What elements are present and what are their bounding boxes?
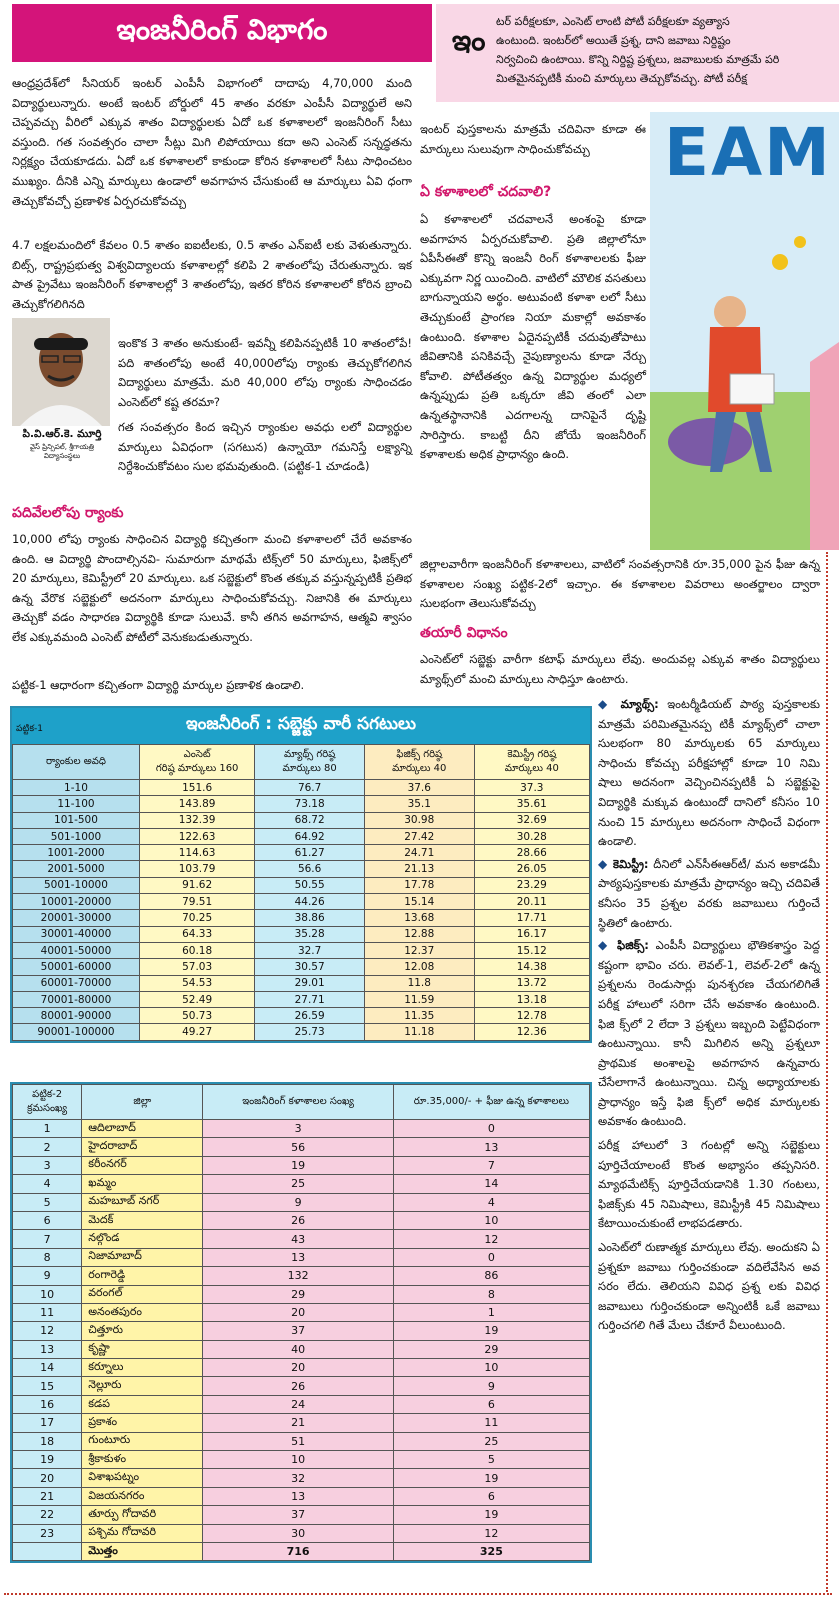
page-border [4,1593,832,1595]
table2-cell: 9 [393,1377,589,1395]
table2-row [13,1451,590,1469]
table2-cell: 40 [203,1340,393,1358]
table1-cell: 21.13 [364,861,474,877]
table1-row [13,845,590,861]
table1-cell: 5001-10000 [13,877,140,893]
table1-cell: 79.51 [139,894,254,910]
table1-cell: 101-500 [13,812,140,828]
table1-cell: 14.38 [474,959,589,975]
paragraph: ఇంటర్ పుస్తకాలను మాత్రమే చదివినా కూడా ఈ మార్కులు సులువుగా సాధించుకోవచ్చు [420,122,646,156]
table2-container [10,1082,592,1563]
bullet-label: ఫిజిక్స్: [617,938,649,953]
table1-cell: 12.37 [364,942,474,958]
table2-col-header: జిల్లా [82,1085,203,1120]
table1-cell: 30.57 [255,959,365,975]
table1-cell: 28.66 [474,845,589,861]
paragraph: పట్టిక-1 ఆధారంగా కచ్చితంగా విద్యార్థి మార్కుల ప్రణాళిక ఉండాలి. [12,678,305,692]
table1-row [13,959,590,975]
intro-box [436,4,839,102]
table2-cell: కర్నూలు [82,1359,203,1377]
table2-cell: 0 [393,1120,589,1138]
table2-cell: 6 [13,1211,82,1229]
table1-col-header: ర్యాంకుల అవధి [13,745,140,780]
table2-row [13,1285,590,1303]
table2-cell: 6 [393,1487,589,1505]
table2-cell: 5 [393,1451,589,1469]
intro-paragraph: ఆంధ్రప్రదేశ్‌లో సీనియర్ ఇంటర్ ఎంపీసీ విభాగంలో దాదాపు 4,70,000 మంది విద్యార్థులున్నారు. అంటే ఇంటర్ బోర్డులో 45 శాతం వరకూ ఎంపీసీ విద్యార్థులే అని చెప్పవచ్చు వీరిలో ఎక్కువ శాతం విద్యార్థులకు ఏదో ఒక కళాశాలలో ఇంజనీరింగ్ సీటు వస్తుంది. గత సంవత్సరం చాలా సీట్లు మిగి లిపోయాయి కదా అని ఎంసెట్ సన్నద్ధతను నిర్లక్ష్యం చేయకూడదు. ఏదో ఒక కళాశాలలో కాకుండా కోరిన కళాశాలలో సీటు సాధించటం ముఖ్యం. దీనికి ఎన్ని మార్కులు ఉండాలో అవగాహన చేసుకుంటే ఆ మార్కులు ఏవి ధంగా తెచ్చుకోవచ్చో ప్రణాళిక ఏర్పరచుకోవచ్చు [12,76,412,208]
table1-title: ఇంజనీరింగ్ : సబ్జెక్టు వారీ సగటులు [186,714,416,734]
table2-row [13,1359,590,1377]
table2-cell: 12 [393,1230,589,1248]
table2-cell: తూర్పు గోదావరి [82,1506,203,1524]
table1-cell: 32.7 [255,942,365,958]
table1-cell: 122.63 [139,828,254,844]
table1-header-bar [12,708,590,744]
paragraph: ఇంకొక 3 శాతం అనుకుంటే- ఇవన్నీ కలిపినప్పటికీ 10 శాతంలోపే! పది శాతంలోపు అంటే 40,000లోపు ర్యాంకు తెచ్చుకోగలిగిన విద్యార్థులు మాత్రమే. మరి 40,000 లోపు ర్యాంకు సాధించడం ఎంసెట్‌లో కష్ట తరమా? [118,336,412,409]
table2-cell: 1 [393,1303,589,1321]
table1-row [13,894,590,910]
table1-cell: 64.33 [139,926,254,942]
table2-cell: 10 [203,1451,393,1469]
table1-cell: 12.08 [364,959,474,975]
table1-cell: 26.05 [474,861,589,877]
table2-cell: 15 [13,1377,82,1395]
table1-cell: 29.01 [255,975,365,991]
table2-cell: 6 [393,1395,589,1413]
table2-cell: 29 [393,1340,589,1358]
table2-cell: కృష్ణా [82,1340,203,1358]
table1-cell: 12.88 [364,926,474,942]
table2-cell: 23 [13,1524,82,1542]
table2-cell: 13 [393,1138,589,1156]
table1-cell: 61.27 [255,845,365,861]
table1-row [13,828,590,844]
author-role: వైస్ ప్రిన్సిపల్, శ్రీగాయత్రి విద్యాసంస్థలు [30,443,94,460]
table2-cell: 10 [393,1359,589,1377]
table2-cell: 16 [13,1395,82,1413]
table1-cell: 60.18 [139,942,254,958]
table2-cell: 12 [393,1524,589,1542]
table2-cell: 19 [393,1506,589,1524]
column-divider [826,552,828,1592]
total-high-fee: 325 [393,1542,589,1560]
table2-row [13,1193,590,1211]
section-title [12,4,432,62]
table2-row [13,1138,590,1156]
table1-cell: 25.73 [255,1024,365,1040]
table2-row [13,1156,590,1174]
table1-cell: 54.53 [139,975,254,991]
bullet-text: ఇంటర్మీడియట్ పాఠ్య పుస్తకాలకు మాత్రమే పరిమితమైనప్ప టికీ మ్యాథ్స్‌లో చాలా సులభంగా 80 మార్కులకు 65 మార్కులు సాధించు కోవచ్చు పరీక్షహాల్లో కూడా 10 నిమి షాలు అదనంగా వెచ్చించినప్పటికీ ఏ సబ్జెక్టుపై విద్యార్థికి మక్కువ ఉంటుందో దానిలో కనీసం 10 నుంచి 15 మార్కులు అదనంగా సాధించే విధంగా ఉండాలి. [598,697,821,849]
table1-cell: 50.55 [255,877,365,893]
table1-cell: 70.25 [139,910,254,926]
table2-cell: గుంటూరు [82,1432,203,1450]
table2-cell: 19 [13,1451,82,1469]
table2-cell: శ్రీకాకుళం [82,1451,203,1469]
table2-cell: మెదక్ [82,1211,203,1229]
table1-cell: 27.42 [364,828,474,844]
paragraph: 10,000 లోపు ర్యాంకు సాధించిన విద్యార్థి కచ్చితంగా మంచి కళాశాలలో చేరే అవకాశం ఉంది. ఆ విద్యార్థి పొందాల్సినవి- సుమారుగా మాథమే టిక్స్‌లో 50 మార్కులు, ఫిజిక్స్‌లో 20 మార్కులు, కెమిస్ట్రీలో 20 మార్కులు. ఒక సబ్జెక్టులో కొంత తక్కువ వస్తున్నప్పటికీ ప్రతిభ ఉన్న వేరొక సబ్జెక్టులో అదనంగా మార్కులు సాధించుకోవచ్చు. నిజానికి ఈ మార్కులు తెచ్చుకో వడం సాధారణ విద్యార్థికి కూడా సులువే. కానీ తగిన అవగాహన, ఆత్మవి శ్వాసం లేక ఎక్కువమంది ఎంసెట్ పోటీలో వెనుకబడుతున్నారు. [12,532,412,644]
table2-cell: 13 [13,1340,82,1358]
table1-cell: 38.86 [255,910,365,926]
table1-cell: 24.71 [364,845,474,861]
table2-cell: 10 [393,1211,589,1229]
table2-row [13,1524,590,1542]
table1-cell: 56.6 [255,861,365,877]
table2-cell: ఆదిలాబాద్ [82,1120,203,1138]
table1-row [13,926,590,942]
paragraph: ఎంసెట్‌లో రుణాత్మక మార్కులు లేవు. అందుకని ఏ ప్రశ్నకూ జవాబు గుర్తించకుండా వదిలేవేసిన అవ సరం లేదు. తెలియని వివిధ ప్రశ్న లకు వివిధ జవాబులు గుర్తించకుండా అన్నింటికీ ఒకే జవాబు గుర్తించగలి గితే మేలు చేకూరే వీలుంటుంది. [598,1240,820,1333]
table2-cell: 12 [13,1322,82,1340]
table2-cell: హైదరాబాద్ [82,1138,203,1156]
table1-cell: 30.98 [364,812,474,828]
table1-row [13,991,590,1007]
table1-tag: పట్టిక-1 [16,724,44,734]
table1-cell: 12.78 [474,1008,589,1024]
table2-cell: 19 [393,1469,589,1487]
table1-cell: 27.71 [255,991,365,1007]
table2-row [13,1303,590,1321]
table2-row [13,1267,590,1285]
subheading: పదివేలలోపు ర్యాంకు [12,505,124,521]
table2-cell: 24 [203,1395,393,1413]
table2-col-header: పట్టిక-2 క్రమసంఖ్య [13,1085,82,1120]
author-name: పి.వి.ఆర్.కె. మూర్తి [22,428,102,440]
table1-cell: 11.18 [364,1024,474,1040]
table1-cell: 103.79 [139,861,254,877]
table2-cell: పశ్చిమ గోదావరి [82,1524,203,1542]
table1-cell: 73.18 [255,796,365,812]
table1-cell: 15.14 [364,894,474,910]
table2-cell: 37 [203,1322,393,1340]
table1-col-header: ఫిజిక్స్ గరిష్ఠ మార్కులు 40 [364,745,474,780]
table1-row [13,861,590,877]
table2-row [13,1340,590,1358]
table1-cell: 50.73 [139,1008,254,1024]
table1-cell: 20001-30000 [13,910,140,926]
table2-cell: 17 [13,1414,82,1432]
table1-cell: 13.18 [474,991,589,1007]
table1-cell: 114.63 [139,845,254,861]
table1-cell: 132.39 [139,812,254,828]
table2-cell: 51 [203,1432,393,1450]
total-colleges: 716 [203,1542,393,1560]
intro-line: ఉంటుంది. ఇంటర్‌లో అయితే ప్రశ్న, దాని జవాబు నిర్దిష్టం [496,34,731,47]
table2-cell: 2 [13,1138,82,1156]
table2-cell: 11 [393,1414,589,1432]
table2-total-row [13,1542,590,1560]
table2-cell: ఖమ్మం [82,1175,203,1193]
bullet-icon: ◆ [598,856,609,871]
table1-cell: 1001-2000 [13,845,140,861]
table2-cell: 1 [13,1120,82,1138]
table1-cell: 80001-90000 [13,1008,140,1024]
table2-row [13,1377,590,1395]
table2-cell: 14 [393,1175,589,1193]
table1-cell: 13.72 [474,975,589,991]
table1-cell: 10001-20000 [13,894,140,910]
table2-row [13,1230,590,1248]
table1-row [13,1024,590,1040]
exam-illustration [650,112,839,550]
table2-row [13,1432,590,1450]
table1-row [13,1008,590,1024]
table2-cell: 0 [393,1248,589,1266]
table2-cell: 13 [203,1487,393,1505]
table1-row [13,910,590,926]
author-photo [12,318,110,426]
table1-cell: 11.8 [364,975,474,991]
table2-cell: 21 [203,1414,393,1432]
table2-cell: వరంగల్ [82,1285,203,1303]
table1-cell: 2001-5000 [13,861,140,877]
table1-col-header: ఎంసెట్ గరిష్ఠ మార్కులు 160 [139,745,254,780]
table1-cell: 37.6 [364,780,474,796]
table1-cell: 68.72 [255,812,365,828]
table1-col-header: కెమిస్ట్రీ గరిష్ఠ మార్కులు 40 [474,745,589,780]
table2-cell: 26 [203,1211,393,1229]
paragraph: ఎంసెట్‌లో సబ్జెక్టు వారీగా కటాఫ్ మార్కులు లేవు. అందువల్ల ఎక్కువ శాతం విద్యార్థులు మ్యాథ్స్‌లో మంచి మార్కులు సాధిస్తూ ఉంటారు. [420,652,820,686]
table2-cell: 29 [203,1285,393,1303]
table2-cell: 7 [393,1156,589,1174]
table2-col-header: ఇంజనీరింగ్ కళాశాలల సంఖ్య [203,1085,393,1120]
table2-cell: 10 [13,1285,82,1303]
table2-col-header: రూ.35,000/- + ఫీజు ఉన్న కళాశాలలు [393,1085,589,1120]
table2-cell: విజయనగరం [82,1487,203,1505]
bullet-text: దీనిలో ఎన్‌సీఈఆర్‌టీ/ మన అకాడమీ పాఠ్యపుస్తకాలకు మాత్రమే ప్రాధాన్యం ఇచ్చి చదివితే కనీసం 35 ప్రశ్నల వరకు జవాబులు గుర్తించే స్థితిలో ఉంటారు. [598,856,820,930]
table2-cell: 14 [13,1359,82,1377]
table2-row [13,1469,590,1487]
table1-cell: 26.59 [255,1008,365,1024]
intro-line: టర్ పరీక్షలకూ, ఎంసెట్ లాంటి పోటీ పరీక్షలకూ వ్యత్యాస [496,15,730,28]
bullet-label: మ్యాథ్స్: [620,697,659,711]
table1-cell: 52.49 [139,991,254,1007]
table1-cell: 17.71 [474,910,589,926]
table1-cell: 35.28 [255,926,365,942]
paragraph: ఏ కళాశాలలో చదవాలనే అంశంపై కూడా అవగాహన ఏర్పరచుకోవాలి. ప్రతి జిల్లాలోనూ ఏపీసీఈతో కొన్ని ఇంజనీ రింగ్ కళాశాలలకు ఫీజు ఎక్కువగా నిర్ణ యించింది. వాటిలో మౌలిక వసతులు బాగున్నాయని అర్థం. అటువంటి కళాశా లలో సీటు తెచ్చుకుంటే ప్రాంగణ నియా మకాల్లో అవకాశం ఉంటుంది. కళాశాల ఏదైనప్పటికీ చదువుతోపాటు జీవితానికి పనికివచ్చే నైపుణ్యాలను కూడా నేర్చు కోవాలి. పోటీతత్వం ఉన్న విద్యార్థుల మధ్యలో ఉన్నప్పుడు ప్రతి ఒక్కరూ జీవి తంలో ఎలా ఉన్నతస్థానానికి ఎదగాలన్న దానిపైనే దృష్టి సారిస్తారు. కాబట్టి దీని జోయే ఇంజనీరింగ్ కళాశాలకు అధిక ప్రాధాన్యం ఉంది. [420,212,646,462]
table1-cell: 151.6 [139,780,254,796]
table1-cell: 1-10 [13,780,140,796]
table2-cell: ప్రకాశం [82,1414,203,1432]
intro-line: నిర్వచించి ఉంటాయి. కొన్ని నిర్దిష్ట ప్రశ్నలు, జవాబులకు మాత్రమే పరి [496,53,780,66]
table2-cell: రంగారెడ్డి [82,1267,203,1285]
table1-cell: 11.35 [364,1008,474,1024]
table1-cell: 13.68 [364,910,474,926]
table1-row [13,812,590,828]
table2-cell: 4 [13,1175,82,1193]
table2-cell: 37 [203,1506,393,1524]
paragraph: గత సంవత్సరం కింద ఇచ్చిన ర్యాంకుల అవధు లలో విద్యార్థుల మార్కులు ఏవిధంగా (సగటున) ఉన్నాయో గమనిస్తే లక్ష్యాన్ని నిర్దేశించుకోవటం సుల భమవుతుంది. (పట్టిక-1 చూడండి) [118,420,412,474]
table2-cell: 5 [13,1193,82,1211]
table1-cell: 20.11 [474,894,589,910]
intro-line: మితమైనప్పటికీ మంచి మార్కులు తెచ్చుకోవచ్చు. పోటీ పరీక్ష [496,72,747,85]
table2-row [13,1487,590,1505]
table2-cell: అనంతపురం [82,1303,203,1321]
table1-row [13,975,590,991]
table1-cell: 17.78 [364,877,474,893]
table2-cell: 20 [13,1469,82,1487]
table2-cell: 20 [203,1359,393,1377]
table2-row [13,1506,590,1524]
subheading: తయారీ విధానం [420,625,508,641]
table1-cell: 40001-50000 [13,942,140,958]
bullet-label: కెమిస్ట్రీ: [613,856,649,871]
table2-row [13,1120,590,1138]
table1-cell: 15.12 [474,942,589,958]
table2-cell: 11 [13,1303,82,1321]
table2-row [13,1175,590,1193]
table2-cell: చిత్తూరు [82,1322,203,1340]
table1-cell: 37.3 [474,780,589,796]
table2-row [13,1322,590,1340]
table2-cell: 4 [393,1193,589,1211]
table2-cell: 21 [13,1487,82,1505]
bullet-icon: ◆ [598,938,611,953]
table2-cell: నిజామాబాద్ [82,1248,203,1266]
table1-cell: 44.26 [255,894,365,910]
total-label: మొత్తం [82,1542,203,1560]
table2-row [13,1248,590,1266]
table1-cell: 49.27 [139,1024,254,1040]
table1-cell: 60001-70000 [13,975,140,991]
table2-cell: 13 [203,1248,393,1266]
table2-cell: 19 [393,1322,589,1340]
table2-cell: 26 [203,1377,393,1395]
table2-cell: 3 [203,1120,393,1138]
exam-illustration-text: EAM [664,114,832,191]
paragraph: జిల్లాలవారీగా ఇంజనీరింగ్ కళాశాలలు, వాటిలో సంవత్సరానికి రూ.35,000 పైన ఫీజు ఉన్న కళాశాలల సంఖ్య పట్టిక-2లో ఇచ్చాం. ఈ కళాశాలల వివరాలు అంతర్జాలం ద్వారా సులభంగా తెలుసుకోవచ్చు [420,557,820,611]
table2-cell: 8 [13,1248,82,1266]
table2-cell: 3 [13,1156,82,1174]
table1-row [13,780,590,796]
table2-cell: 43 [203,1230,393,1248]
table2-cell: 132 [203,1267,393,1285]
table1-cell: 91.62 [139,877,254,893]
table2-row [13,1211,590,1229]
paragraph: పరీక్ష హాలులో 3 గంటల్లో అన్ని సబ్జెక్టులు పూర్తిచేయాలంటే కొంత అభ్యాసం తప్పనిసరి. మ్యాథమేటిక్స్ పూర్తిచేయడానికి 1.30 గంటలు, ఫిజిక్స్‌కు 45 నిమిషాలు, కెమిస్ట్రీకి 45 నిమిషాలు కేటాయించుకుంటే లాభపడతారు. [598,1138,820,1231]
table2-cell: 32 [203,1469,393,1487]
table2-cell: 25 [393,1432,589,1450]
table2-row [13,1395,590,1413]
table2-cell: 19 [203,1156,393,1174]
subheading: ఏ కళాశాలలో చదవాలి? [420,184,552,200]
table2-cell: మహబూబ్ నగర్ [82,1193,203,1211]
bullet-icon: ◆ [598,697,613,711]
table2-cell: 86 [393,1267,589,1285]
bullet-text: ఎంపీసీ విద్యార్థులు భౌతికశాస్త్రం పెద్ద కష్టంగా భావిం చరు. లెవల్-1, లెవల్-2లో ఉన్న ప్రశ్నలను రెండుసార్లు పునశ్చరణ చేయగలిగితే పరీక్ష హాలులో సరిగా చేసే అవకాశం ఉంటుంది. ఫిజి క్స్‌లో 2 లేదా 3 ప్రశ్నలు ఇబ్బంది పెట్టేవిధంగా ఉంటున్నాయి. కానీ మిగిలిన అన్ని ప్రశ్నలూ ప్రాథమిక అంశాలపై అవగాహన ఉన్నవారు చేసేలాగానే ఉంటున్నాయి. చిన్న అధ్యాయాలకు ప్రాధాన్యం ఇస్తే ఫిజి క్స్‌లో అధిక మార్కులకు అవకాశం ఉంటుంది. [598,938,821,1129]
table2-cell: 22 [13,1506,82,1524]
table1-col-header: మ్యాథ్స్ గరిష్ఠ మార్కులు 80 [255,745,365,780]
table1-cell: 76.7 [255,780,365,796]
table1-cell: 35.1 [364,796,474,812]
table1-cell: 501-1000 [13,828,140,844]
table2-cell: 18 [13,1432,82,1450]
table2-cell: విశాఖపట్నం [82,1469,203,1487]
table1-cell: 50001-60000 [13,959,140,975]
table1-cell: 30001-40000 [13,926,140,942]
table2-cell: 7 [13,1230,82,1248]
table2-cell: 56 [203,1138,393,1156]
table2-cell: నల్గొండ [82,1230,203,1248]
table1-cell: 11.59 [364,991,474,1007]
table2-cell: కడప [82,1395,203,1413]
section-title-text: ఇంజనీరింగ్ విభాగం [116,13,328,46]
table1-row [13,942,590,958]
table1-cell: 12.36 [474,1024,589,1040]
table1-cell: 143.89 [139,796,254,812]
table2-cell: 20 [203,1303,393,1321]
table1-cell: 30.28 [474,828,589,844]
table2-cell: 9 [203,1193,393,1211]
table2-cell: 8 [393,1285,589,1303]
table2-cell: కరీంనగర్ [82,1156,203,1174]
table2-cell: నెల్లూరు [82,1377,203,1395]
table2-cell: 25 [203,1175,393,1193]
paragraph: 4.7 లక్షలమందిలో కేవలం 0.5 శాతం ఐఐటీలకు, 0.5 శాతం ఎన్ఐటీ లకు వెళుతున్నారు. బిట్స్, రాష్ట్రప్రభుత్వ విశ్వవిద్యాలయ కళాశాలల్లో కలిపి 2 శాతంలోపు చేరుతున్నారు. ఇక పాత ప్రైవేటు ఇంజనీరింగ్ కళాశాలల్లో 3 శాతంలోపు, ఇతర కోరిన కళాశాలలో కోరిన బ్రాంచి తెచ్చుకోగలిగినది [12,238,412,311]
table1-cell: 57.03 [139,959,254,975]
table1-cell: 16.17 [474,926,589,942]
table1-row [13,877,590,893]
table2-cell: 30 [203,1524,393,1542]
dropcap: ఇం [452,24,486,57]
table2-cell: 9 [13,1267,82,1285]
table1-container [10,706,592,1043]
table1-cell: 70001-80000 [13,991,140,1007]
table1-cell: 64.92 [255,828,365,844]
table1-cell: 32.69 [474,812,589,828]
table1-row [13,796,590,812]
table1-cell: 35.61 [474,796,589,812]
table1-cell: 23.29 [474,877,589,893]
table1-cell: 90001-100000 [13,1024,140,1040]
table1-cell: 11-100 [13,796,140,812]
table2-row [13,1414,590,1432]
